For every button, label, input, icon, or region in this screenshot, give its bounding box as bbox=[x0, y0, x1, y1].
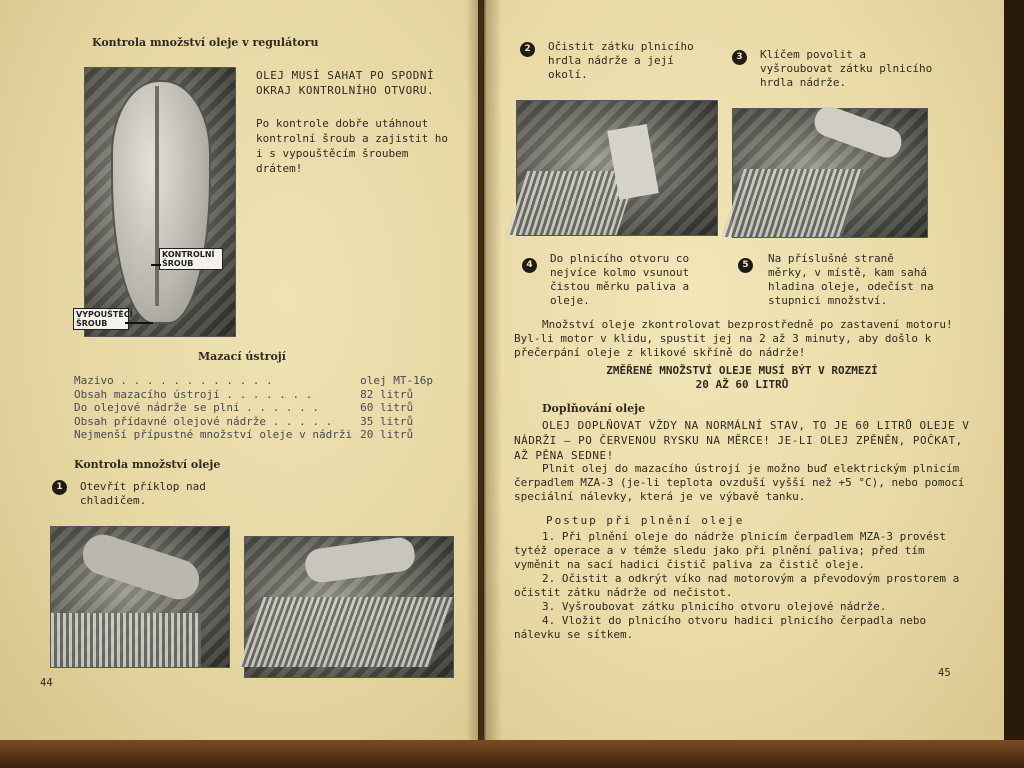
spec-row bbox=[74, 428, 433, 442]
step-3-badge: 3 bbox=[732, 50, 747, 65]
label-vypousteci-sroub: VYPOUŠTĚCÍ ŠROUB bbox=[73, 308, 129, 330]
step-3-text: Klíčem povolit a vyšroubovat zátku plnicího hrdla nádrže. bbox=[760, 48, 933, 89]
photo-regulator-tank bbox=[76, 67, 236, 337]
step-4-text: Do plnicího otvoru co nejvíce kolmo vsunout čistou měrku paliva a oleje. bbox=[550, 252, 690, 307]
spec-label: Nejmenší přípustné množství oleje v nádrži bbox=[74, 428, 353, 441]
paragraph-check: Množství oleje zkontrolovat bezprostředně po zastavení motoru! Byl-li motor v klidu, spustit jej na 2 až 3 minuty, aby došlo k přečerpání oleje z klikové skříně do nádrže! bbox=[514, 318, 953, 359]
step-2-text: Očistit zátku plnicího hrdla nádrže a její okolí. bbox=[548, 40, 694, 81]
book-edge bbox=[0, 740, 1024, 768]
photo-filler-cap bbox=[516, 100, 718, 236]
page-number-left: 44 bbox=[40, 677, 53, 689]
spec-row bbox=[74, 374, 433, 388]
spec-table bbox=[74, 374, 433, 442]
radiator-grille bbox=[51, 613, 201, 667]
spec-value: 60 litrů bbox=[360, 401, 414, 414]
step-5-badge: 5 bbox=[738, 258, 753, 273]
page-number-right: 45 bbox=[938, 667, 951, 679]
spec-value: 82 litrů bbox=[360, 387, 414, 401]
procedure-item: 1. Při plnění oleje do nádrže plnicím čerpadlem MZA-3 provést tytéž operace a v témže sledu jako při plnění paliva; před tím vyměnit na sací hadici čistič paliva za čistič oleje. bbox=[514, 530, 946, 571]
procedure-item: 2. Očistit a odkrýt víko nad motorovým a převodovým prostorem a očistit zátku nádrže od nečistot. bbox=[514, 572, 960, 599]
regulator-body-text: Po kontrole dobře utáhnout kontrolní šroub a zajistit ho i s vypouštěcím šroubem drátem! bbox=[256, 117, 449, 175]
spec-table-wrap bbox=[74, 374, 454, 442]
right-page bbox=[484, 0, 1004, 748]
procedure-item: 3. Vyšroubovat zátku plnicího otvoru olejové nádrže. bbox=[542, 600, 887, 613]
spec-value: olej MT-16p bbox=[360, 374, 434, 387]
refill-caps-text: OLEJ DOPLŇOVAT VŽDY NA NORMÁLNÍ STAV, TO JE 60 LITRŮ OLEJE V NÁDRŽI — PO ČERVENOU RYSKU NA MĚRCE! JE-LI OLEJ ZPĚNĚN, POČKAT, AŽ PĚNA SEDNE! bbox=[514, 419, 970, 462]
wrench-hand bbox=[811, 103, 906, 162]
tank-shape bbox=[111, 80, 211, 324]
spec-label: Obsah přídavné olejové nádrže . . . . . bbox=[74, 414, 333, 428]
spec-label: Do olejové nádrže se plní . . . . . . bbox=[74, 401, 320, 414]
procedure-item: 4. Vložit do plnicího otvoru hadici plnicího čerpadla nebo nálevku se sítkem. bbox=[514, 614, 927, 641]
step-4-badge: 4 bbox=[522, 258, 537, 273]
procedure-list bbox=[514, 530, 970, 642]
arrow-kontrolni bbox=[151, 264, 161, 266]
arrow-vypousteci bbox=[125, 322, 153, 324]
radiator-grille-2 bbox=[238, 597, 453, 667]
refill-body-text: Plnit olej do mazacího ústrojí je možno buď elektrickým plnicím čerpadlem MZA-3 (je-li teplota ovzduší vyšší než +5 °C), nebo pomocí speciální nálevky, která je ve výbavě tanku. bbox=[514, 462, 965, 503]
tank-seam bbox=[155, 86, 159, 306]
spec-row bbox=[74, 401, 433, 415]
heading-regulator: Kontrola množství oleje v regulátoru bbox=[92, 36, 319, 49]
photo-wrench-cap bbox=[732, 108, 928, 238]
measured-line-1: ZMĚŘENÉ MNOŽSTVÍ OLEJE MUSÍ BÝT V ROZMEZÍ bbox=[606, 364, 878, 377]
spec-row bbox=[74, 415, 433, 429]
spec-value: 20 litrů bbox=[360, 428, 414, 441]
engine-grille-2 bbox=[722, 169, 864, 237]
left-page bbox=[0, 0, 478, 748]
step-5-text: Na příslušné straně měrky, v místě, kam sahá hladina oleje, odečíst na stupnici množství. bbox=[768, 252, 934, 307]
photo-radiator-hatch bbox=[50, 526, 230, 668]
measured-line-2: 20 AŽ 60 LITRŮ bbox=[695, 378, 789, 391]
step-2-badge: 2 bbox=[520, 42, 535, 57]
photo-radiator-open bbox=[244, 536, 454, 678]
spec-label: Mazivo . . . . . . . . . . . . bbox=[74, 374, 273, 387]
heading-oil-check: Kontrola množství oleje bbox=[74, 458, 221, 471]
book-gutter bbox=[466, 0, 502, 748]
label-kontrolni-sroub: KONTROLNÍ ŠROUB bbox=[159, 248, 223, 270]
spec-value: 35 litrů bbox=[360, 414, 414, 428]
heading-lubrication: Mazací ústrojí bbox=[198, 350, 286, 363]
hand-arm-2 bbox=[303, 536, 417, 585]
heading-procedure: Postup při plnění oleje bbox=[546, 514, 745, 527]
step-1-text: Otevřít příklop nad chladičem. bbox=[80, 480, 206, 507]
heading-refill: Doplňování oleje bbox=[542, 402, 646, 415]
regulator-caps-text: OLEJ MUSÍ SAHAT PO SPODNÍ OKRAJ KONTROLNÍHO OTVORU. bbox=[256, 69, 435, 97]
spec-row bbox=[74, 388, 433, 402]
hand-arm bbox=[78, 529, 204, 604]
spec-label: Obsah mazacího ústrojí . . . . . . . bbox=[74, 387, 313, 401]
step-1-badge: 1 bbox=[52, 480, 67, 495]
